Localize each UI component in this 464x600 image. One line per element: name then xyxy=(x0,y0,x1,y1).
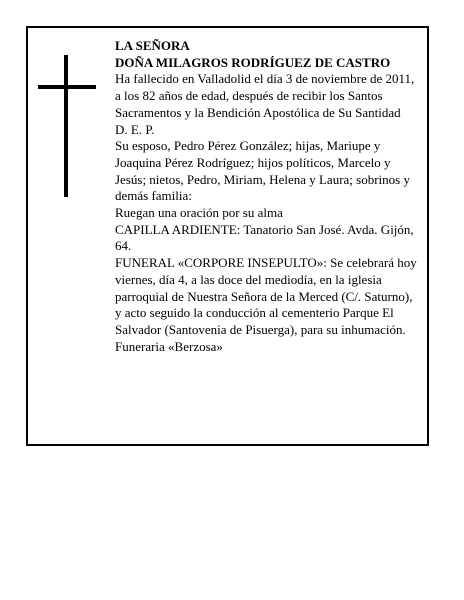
cross-horizontal-bar xyxy=(38,85,96,89)
funeral-home: Funeraria «Berzosa» xyxy=(115,338,223,354)
prayer-request: Ruegan una oración por su alma xyxy=(115,205,283,221)
rest-in-peace: D. E. P. xyxy=(115,121,155,137)
family-list: Su esposo, Pedro Pérez González; hijas, Mariupe y Joaquina Pérez Rodríguez; hijos políticos, Marcelo y Jesús; nietos, Pedro, Miriam, Helena y Laura; sobrinos y demás familia: xyxy=(115,138,410,204)
obituary-text xyxy=(115,38,421,355)
death-announcement: Ha fallecido en Valladolid el día 3 de noviembre de 2011, a los 82 años de edad, después de recibir los Santos Sacramentos y la Bendición Apostólica de Su Santidad xyxy=(115,71,415,120)
cross-vertical-bar xyxy=(64,55,68,197)
latin-cross-icon xyxy=(38,55,96,197)
chapel-info: CAPILLA ARDIENTE: Tanatorio San José. Avda. Gijón, 64. xyxy=(115,221,414,254)
deceased-name: DOÑA MILAGROS RODRÍGUEZ DE CASTRO xyxy=(115,54,391,70)
funeral-info: FUNERAL «CORPORE INSEPULTO»: Se celebrará hoy viernes, día 4, a las doce del mediodía, en la iglesia parroquial de Nuestra Señora de la Merced (C/. Saturno), y acto seguido la conducción al cementerio Parque El Salvador (Santovenia de Pisuerga), para su inhumación. xyxy=(115,255,417,337)
title-line-1: LA SEÑORA xyxy=(115,38,190,53)
